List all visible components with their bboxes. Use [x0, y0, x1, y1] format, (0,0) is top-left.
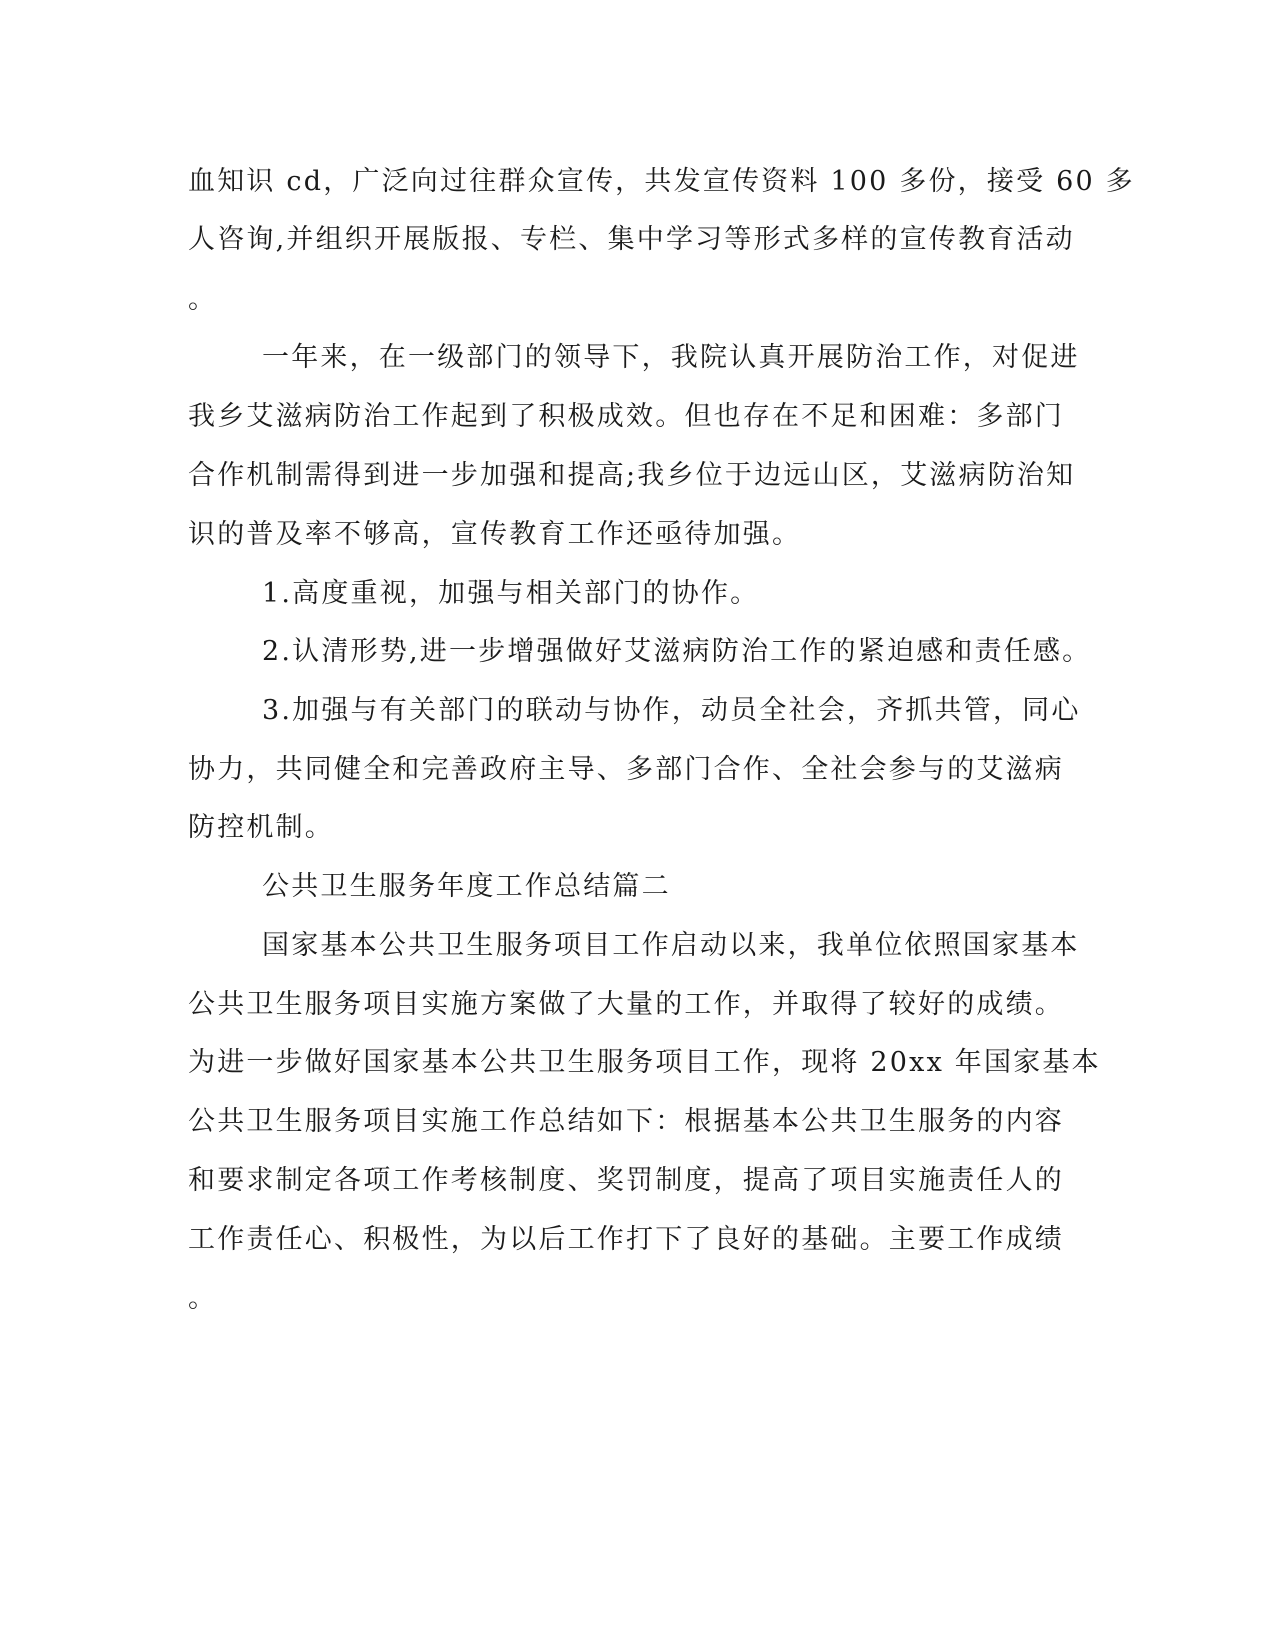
- text-line: 国家基本公共卫生服务项目工作启动以来，我单位依照国家基本: [262, 930, 1080, 961]
- text-line: 为进一步做好国家基本公共卫生服务项目工作，现将 20xx 年国家基本: [188, 1047, 1101, 1078]
- text-line: 识的普及率不够高，宣传教育工作还亟待加强。: [188, 519, 802, 550]
- text-line: 。: [188, 284, 218, 315]
- text-line: 防控机制。: [188, 812, 334, 843]
- text-line: 一年来，在一级部门的领导下，我院认真开展防治工作，对促进: [262, 342, 1080, 373]
- list-item: 2.认清形势,进一步增强做好艾滋病防治工作的紧迫感和责任感。: [262, 636, 1092, 667]
- list-item: 3.加强与有关部门的联动与协作，动员全社会，齐抓共管，同心: [262, 695, 1081, 726]
- section-heading: 公共卫生服务年度工作总结篇二: [262, 871, 671, 902]
- text-line: 协力，共同健全和完善政府主导、多部门合作、全社会参与的艾滋病: [188, 754, 1064, 785]
- text-line: 公共卫生服务项目实施工作总结如下：根据基本公共卫生服务的内容: [188, 1106, 1064, 1137]
- text-line: 公共卫生服务项目实施方案做了大量的工作，并取得了较好的成绩。: [188, 989, 1064, 1020]
- text-line: 合作机制需得到进一步加强和提高;我乡位于边远山区，艾滋病防治知: [188, 460, 1076, 491]
- text-line: 血知识 cd，广泛向过往群众宣传，共发宣传资料 100 多份，接受 60 多: [188, 166, 1135, 197]
- text-line: 工作责任心、积极性，为以后工作打下了良好的基础。主要工作成绩: [188, 1224, 1064, 1255]
- text-line: 人咨询,并组织开展版报、专栏、集中学习等形式多样的宣传教育活动: [188, 224, 1075, 255]
- list-item: 1.高度重视，加强与相关部门的协作。: [262, 578, 760, 609]
- text-line: 。: [188, 1283, 218, 1314]
- text-line: 我乡艾滋病防治工作起到了积极成效。但也存在不足和困难：多部门: [188, 401, 1064, 432]
- text-line: 和要求制定各项工作考核制度、奖罚制度，提高了项目实施责任人的: [188, 1165, 1064, 1196]
